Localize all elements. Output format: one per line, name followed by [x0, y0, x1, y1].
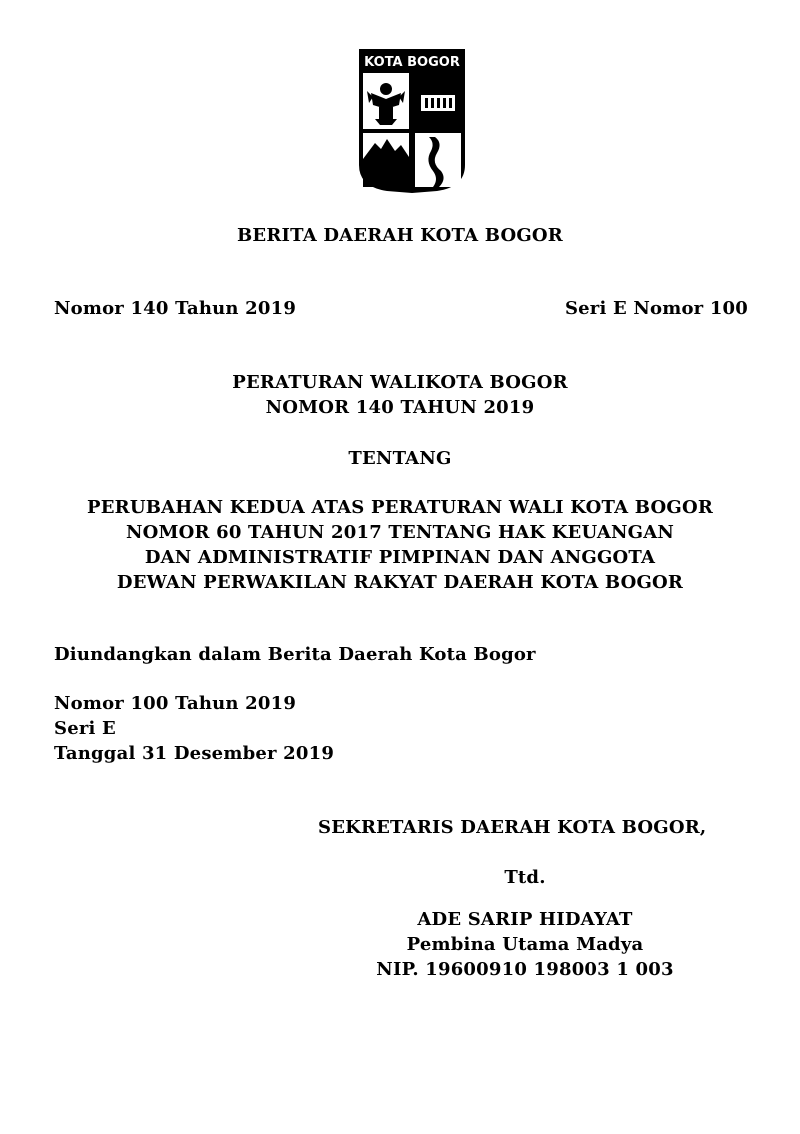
regulation-title: PERATURAN WALIKOTA BOGOR — [232, 372, 568, 393]
promulgation-number: Nomor 100 Tahun 2019 — [54, 693, 297, 714]
kota-bogor-logo — [357, 47, 467, 193]
promulgation-date: Tanggal 31 Desember 2019 — [54, 743, 335, 764]
regulation-subject-line: DEWAN PERWAKILAN RAKYAT DAERAH KOTA BOGOR — [116, 572, 684, 593]
signatory-office: SEKRETARIS DAERAH KOTA BOGOR, — [318, 817, 707, 838]
coat-of-arms-icon — [357, 47, 467, 193]
regulation-subject-line: NOMOR 60 TAHUN 2017 TENTANG HAK KEUANGAN — [125, 522, 675, 543]
document-number: Nomor 140 Tahun 2019 — [54, 298, 297, 319]
document-series: Seri E Nomor 100 — [564, 298, 748, 319]
signatory-name: ADE SARIP HIDAYAT — [417, 909, 633, 930]
promulgation-series: Seri E — [54, 718, 116, 739]
document-title: BERITA DAERAH KOTA BOGOR — [237, 225, 563, 246]
regulation-subject-line: PERUBAHAN KEDUA ATAS PERATURAN WALI KOTA BOGOR — [87, 497, 713, 518]
signatory-nip: NIP. 19600910 198003 1 003 — [376, 959, 674, 980]
regulation-subject-line: DAN ADMINISTRATIF PIMPINAN DAN ANGGOTA — [144, 547, 656, 568]
signatory-rank: Pembina Utama Madya — [406, 934, 644, 955]
signed-mark: Ttd. — [504, 867, 546, 888]
regulation-number: NOMOR 140 TAHUN 2019 — [265, 397, 535, 418]
logo-text: KOTA BOGOR — [364, 55, 460, 70]
promulgation-statement: Diundangkan dalam Berita Daerah Kota Bogor — [54, 644, 536, 665]
regulation-about-heading: TENTANG — [348, 448, 452, 469]
